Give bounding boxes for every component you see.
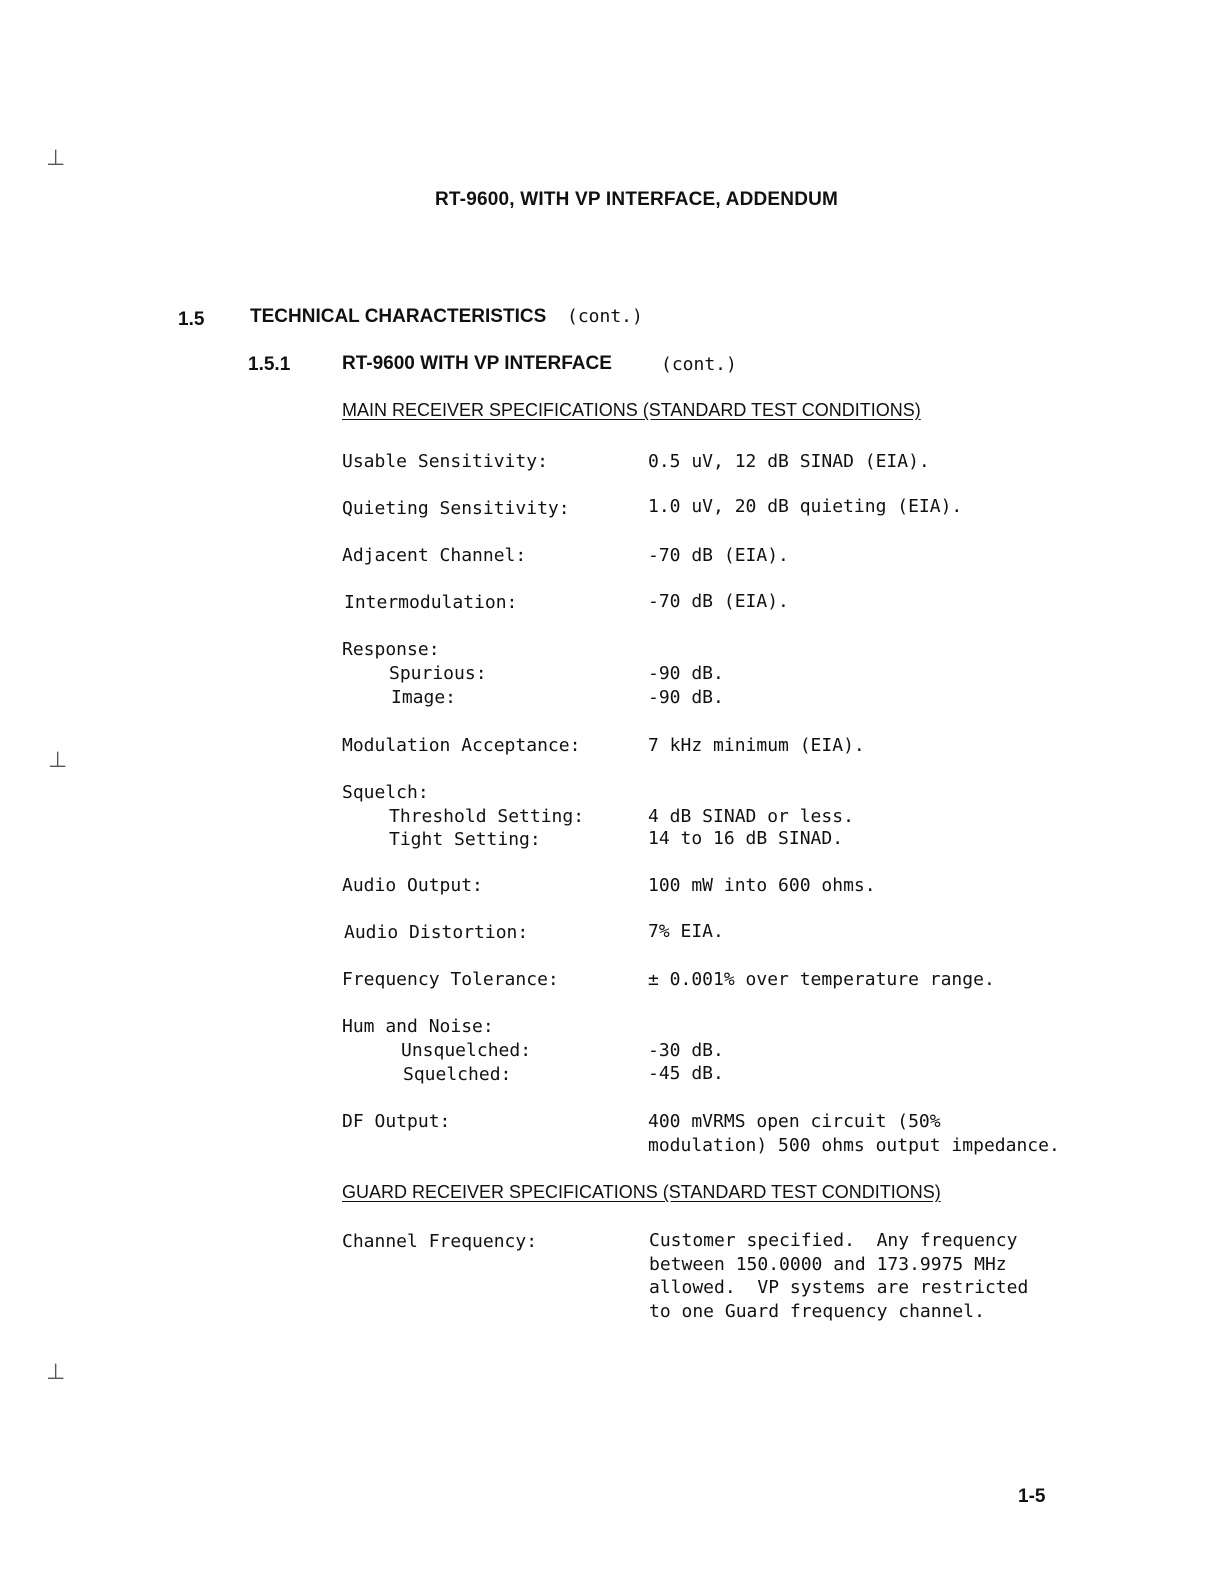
page-number: 1-5: [1018, 1486, 1046, 1507]
spec-value: 1.0 uV, 20 dB quieting (EIA).: [648, 496, 963, 517]
subsection-title: RT-9600 WITH VP INTERFACE: [342, 353, 612, 374]
spec-label: Usable Sensitivity:: [342, 451, 548, 472]
section-title: TECHNICAL CHARACTERISTICS: [250, 306, 547, 327]
spec-value: -70 dB (EIA).: [648, 545, 789, 566]
spec-label: Hum and Noise:: [342, 1016, 494, 1037]
spec-value: 100 mW into 600 ohms.: [648, 875, 876, 896]
spec-value: -90 dB.: [648, 687, 724, 708]
document-title: RT-9600, WITH VP INTERFACE, ADDENDUM: [435, 189, 839, 210]
margin-mark: ⊥: [48, 748, 68, 773]
subsection-number: 1.5.1: [248, 354, 291, 375]
subsection-cont: (cont.): [661, 354, 737, 375]
spec-label: Audio Output:: [342, 875, 483, 896]
spec-sublabel: Spurious:: [389, 663, 487, 684]
spec-value: 7% EIA.: [648, 921, 724, 942]
spec-value: -30 dB.: [648, 1040, 724, 1061]
guard-receiver-heading: GUARD RECEIVER SPECIFICATIONS (STANDARD TEST CONDITIONS): [342, 1182, 941, 1202]
spec-value: 7 kHz minimum (EIA).: [648, 735, 865, 756]
spec-value: 4 dB SINAD or less.: [648, 806, 854, 827]
spec-label: Response:: [342, 639, 440, 660]
margin-mark: ⊥: [46, 146, 66, 171]
spec-value: between 150.0000 and 173.9975 MHz: [649, 1254, 1007, 1275]
spec-label: Frequency Tolerance:: [342, 969, 559, 990]
spec-label: Audio Distortion:: [344, 922, 529, 943]
spec-value: ± 0.001% over temperature range.: [648, 969, 995, 990]
spec-label: Intermodulation:: [344, 592, 518, 613]
spec-label: Adjacent Channel:: [342, 545, 527, 566]
spec-sublabel: Tight Setting:: [389, 829, 541, 850]
spec-sublabel: Image:: [391, 687, 457, 708]
section-cont: (cont.): [567, 306, 643, 327]
spec-value: 14 to 16 dB SINAD.: [648, 828, 844, 849]
spec-label: Modulation Acceptance:: [342, 735, 581, 756]
spec-label: Squelch:: [342, 782, 429, 803]
spec-value: 400 mVRMS open circuit (50%: [648, 1111, 941, 1132]
spec-label: DF Output:: [342, 1111, 451, 1132]
spec-value: Customer specified. Any frequency: [649, 1230, 1018, 1251]
spec-value: allowed. VP systems are restricted: [649, 1277, 1029, 1298]
spec-value: -70 dB (EIA).: [648, 591, 789, 612]
spec-sublabel: Threshold Setting:: [389, 806, 585, 827]
spec-sublabel: Squelched:: [403, 1064, 512, 1085]
spec-value: -45 dB.: [648, 1063, 724, 1084]
main-receiver-heading: MAIN RECEIVER SPECIFICATIONS (STANDARD TEST CONDITIONS): [342, 400, 921, 420]
spec-value: 0.5 uV, 12 dB SINAD (EIA).: [648, 451, 930, 472]
section-number: 1.5: [178, 309, 205, 330]
spec-value: modulation) 500 ohms output impedance.: [648, 1135, 1060, 1156]
spec-value: -90 dB.: [648, 663, 724, 684]
spec-value: to one Guard frequency channel.: [649, 1301, 985, 1322]
spec-sublabel: Unsquelched:: [401, 1040, 532, 1061]
spec-label: Channel Frequency:: [342, 1231, 538, 1252]
spec-label: Quieting Sensitivity:: [342, 498, 570, 519]
margin-mark: ⊥: [46, 1360, 66, 1385]
